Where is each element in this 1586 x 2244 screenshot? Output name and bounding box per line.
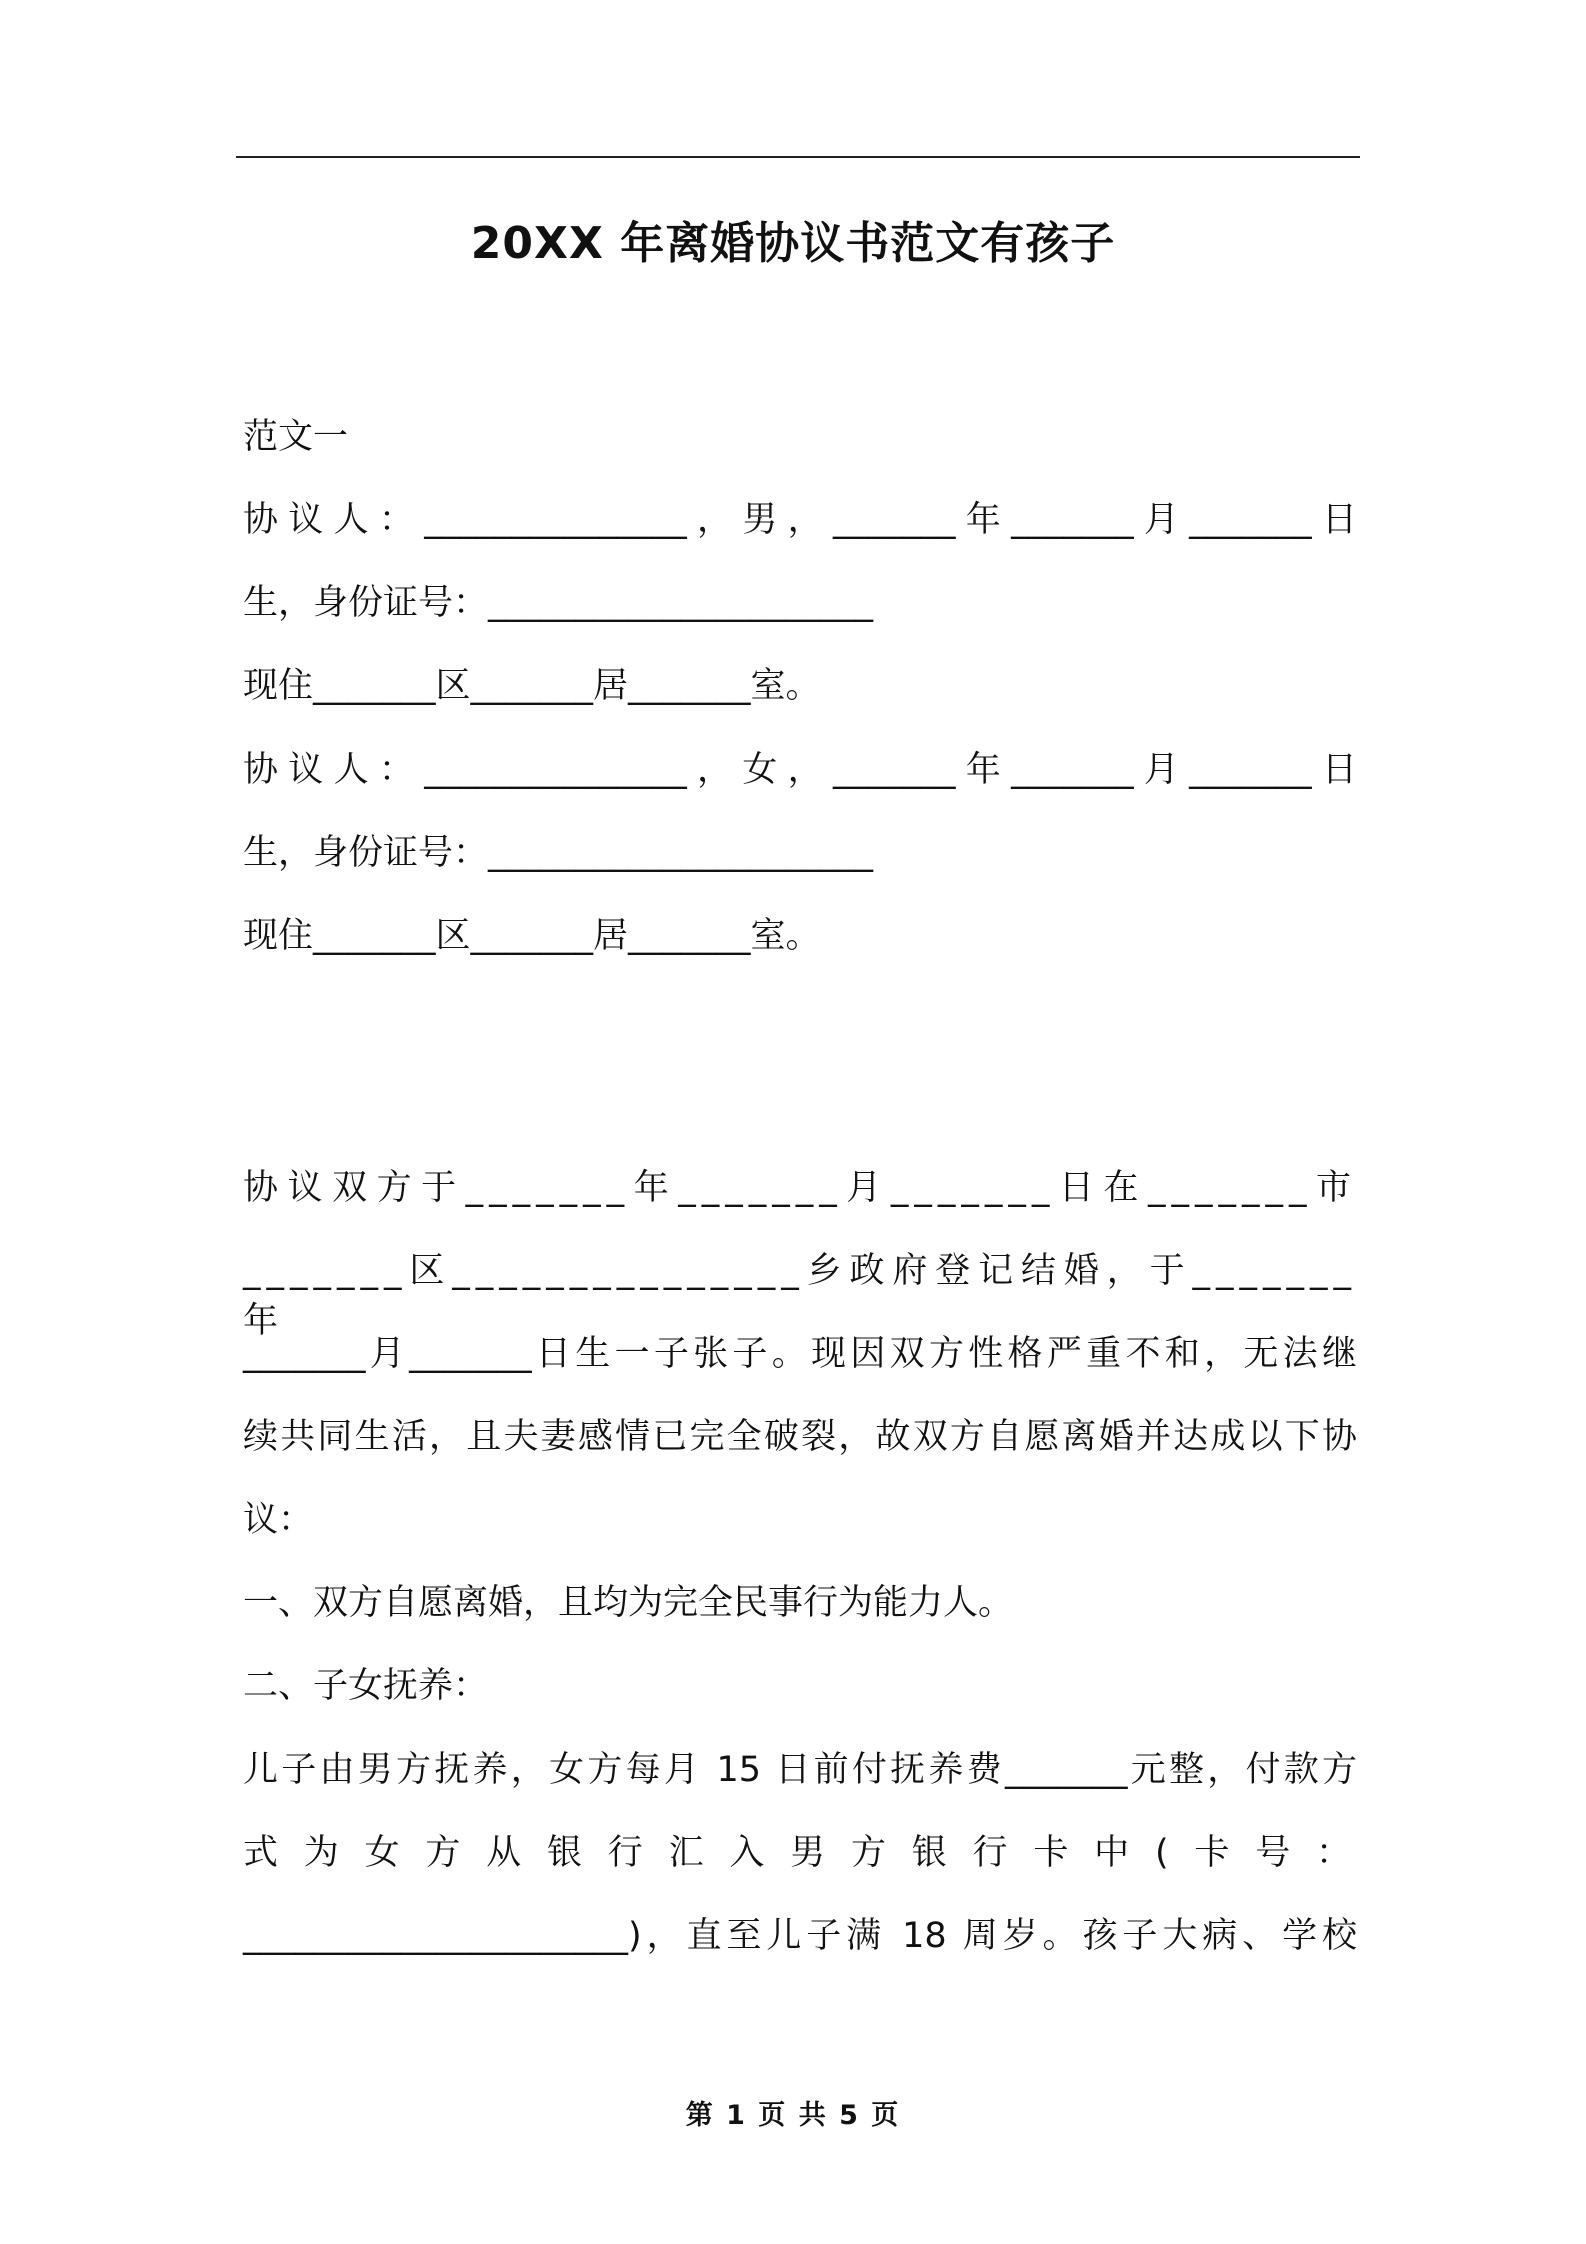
clause-two-heading: 二、子女抚养： (243, 1666, 489, 1706)
party-female-address: 现住_______区_______居_______室。 (243, 916, 821, 956)
header-rule (236, 156, 1360, 158)
paragraph-line: 儿子由男方抚养，女方每月 15 日前付抚养费_______元整，付款方 (243, 1750, 1357, 1790)
section-heading: 范文一 (243, 417, 349, 457)
paragraph-line: _______月_______日生一子张子。现因双方性格严重不和，无法继 (243, 1334, 1357, 1374)
party-female-line-1: 协议人：_______________，女，_______年_______月_______日 (243, 750, 1357, 790)
clause-one: 一、双方自愿离婚，且均为完全民事行为能力人。 (243, 1583, 1014, 1623)
paragraph-line: ______________________)，直至儿子满 18 周岁。孩子大病、学校 (243, 1916, 1357, 1956)
document-title: 20XX 年离婚协议书范文有孩子 (470, 218, 1116, 269)
party-male-line-1: 协议人：_______________，男，_______年_______月_______日 (243, 500, 1357, 540)
paragraph-line: 协议双方于_______年_______月_______日在_______市 (243, 1168, 1357, 1208)
paragraph-line: _______区_______________乡政府登记结婚，于_______年 (243, 1251, 1357, 1341)
paragraph-line: 议： (243, 1500, 314, 1540)
party-female-line-2: 生，身份证号：______________________ (243, 833, 874, 873)
party-male-address: 现住_______区_______居_______室。 (243, 666, 821, 706)
page-footer: 第 1 页 共 5 页 (685, 2100, 901, 2131)
paragraph-line: 式为女方从银行汇入男方银行卡中(卡号： (243, 1833, 1357, 1873)
paragraph-line: 续共同生活，且夫妻感情已完全破裂，故双方自愿离婚并达成以下协 (243, 1417, 1357, 1457)
party-male-line-2: 生，身份证号：______________________ (243, 583, 874, 623)
